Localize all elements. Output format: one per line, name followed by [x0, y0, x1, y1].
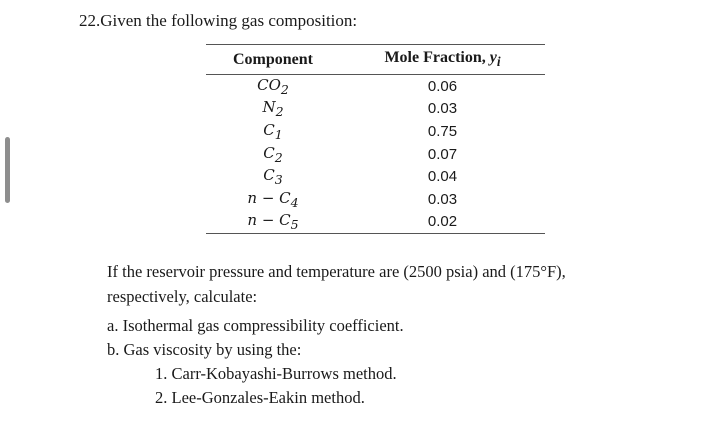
mole-fraction-cell: 0.07 — [427, 145, 458, 163]
task-text: Gas viscosity by using the: — [123, 340, 302, 359]
component-formula: C — [263, 166, 275, 185]
component-formula: C — [279, 211, 291, 230]
question-line-2: respectively, calculate: — [107, 287, 258, 306]
component-formula: C — [279, 188, 291, 207]
method-item-1 — [155, 364, 397, 384]
gas-composition-table — [206, 44, 545, 234]
component-prefix: n − — [247, 188, 280, 207]
method-item-2 — [155, 388, 365, 408]
mole-fraction-subscript: i — [496, 54, 501, 70]
table-header-row — [206, 45, 545, 75]
mole-fraction-symbol: y — [489, 48, 497, 66]
mole-fraction-cell: 0.03 — [427, 100, 458, 118]
question-line-1: If the reservoir pressure and temperature are (2500 psia) and (175°F), — [107, 262, 566, 281]
table-row — [206, 211, 545, 234]
table-row — [206, 98, 545, 121]
table-row — [206, 120, 545, 143]
mole-fraction-header — [340, 45, 545, 75]
component-cell — [206, 120, 340, 143]
method-label: 2. — [155, 388, 168, 407]
component-subscript: 2 — [280, 81, 289, 97]
task-label: a. — [107, 316, 119, 335]
component-cell — [206, 188, 340, 211]
task-label: b. — [107, 340, 120, 359]
page-edge-mark — [5, 137, 10, 203]
task-item-a — [107, 316, 404, 336]
component-subscript: 1 — [274, 126, 283, 142]
table-body — [206, 75, 545, 234]
component-prefix: n − — [247, 211, 280, 230]
task-item-b — [107, 340, 301, 360]
mole-fraction-cell: 0.02 — [427, 213, 458, 231]
task-text: Isothermal gas compressibility coefficient. — [122, 316, 404, 335]
component-subscript: 2 — [275, 104, 284, 120]
component-subscript: 4 — [290, 194, 299, 210]
mole-fraction-cell: 0.04 — [427, 168, 458, 186]
component-formula: C — [263, 120, 275, 139]
method-text: Carr-Kobayashi-Burrows method. — [171, 364, 397, 383]
component-header: Component — [206, 45, 340, 75]
component-cell — [206, 98, 340, 121]
component-formula: N — [262, 98, 276, 117]
table-row — [206, 165, 545, 188]
table-row — [206, 188, 545, 211]
problem-number: 22. — [79, 11, 101, 30]
component-subscript: 5 — [290, 217, 299, 233]
component-formula: C — [263, 143, 275, 162]
method-text: Lee-Gonzales-Eakin method. — [171, 388, 365, 407]
component-cell — [206, 143, 340, 166]
component-formula: CO — [257, 75, 281, 94]
table-row — [206, 75, 545, 98]
mole-fraction-cell: 0.06 — [427, 77, 458, 95]
table-row — [206, 143, 545, 166]
component-cell — [206, 75, 340, 98]
mole-fraction-cell: 0.03 — [427, 190, 458, 208]
problem-heading — [79, 11, 357, 31]
component-cell — [206, 211, 340, 234]
method-label: 1. — [155, 364, 168, 383]
mole-fraction-header-text: Mole Fraction, — [384, 48, 490, 66]
mole-fraction-cell: 0.75 — [427, 122, 458, 140]
component-subscript: 3 — [274, 172, 283, 188]
component-subscript: 2 — [274, 149, 283, 165]
problem-title: Given the following gas composition: — [100, 11, 358, 30]
component-cell — [206, 165, 340, 188]
